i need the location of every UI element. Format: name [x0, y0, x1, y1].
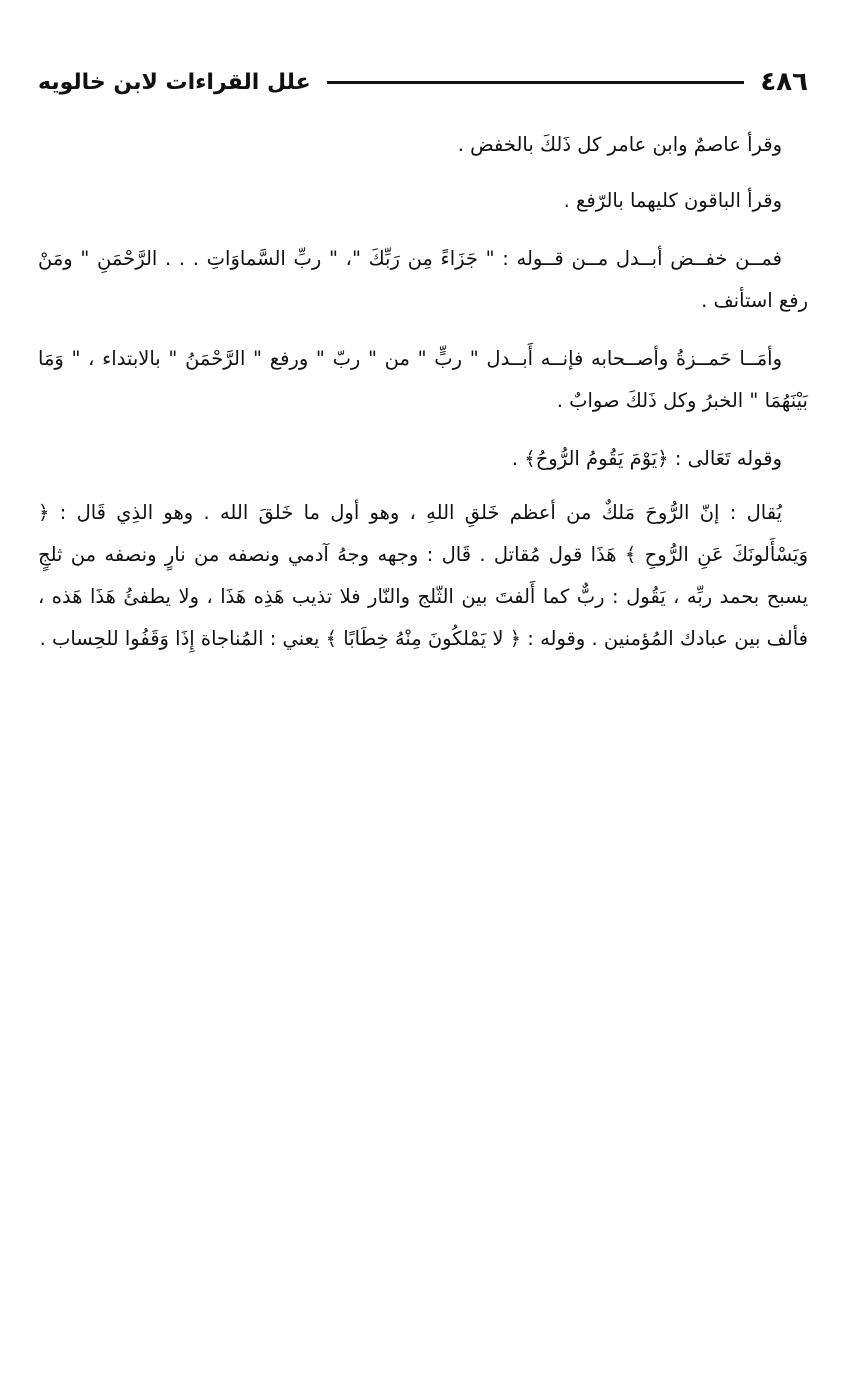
paragraph-text: وأمَــا حَمــزةُ وأصــحابه فإنــه أَبــدل " ربٍّ " من " ربّ " ورفع " الرَّحْمَنُ " بالابتداء ، " وَمَا بَيْنَهُمَا " الخبرُ وكل ذَلكَ صوابٌ .	[38, 347, 808, 412]
paragraph-text: فمــن خفــض أبــدل مــن قــوله : " جَزَاءً مِن رَبِّكَ "، " ربِّ السَّماوَاتِ . . . الرَّحْمَنِ " ومَنْ رفع استأنف .	[38, 247, 808, 312]
paragraph-asim-reading	[38, 124, 808, 166]
paragraph-khafd-explanation	[38, 238, 808, 322]
paragraph-others-reading	[38, 180, 808, 222]
paragraph-text: وقوله تَعَالى : ﴿يَوْمَ يَقُومُ الرُّوحُ﴾ .	[511, 447, 782, 470]
paragraph-hamza-reading	[38, 338, 808, 422]
running-title: علل القراءات لابن خالويه	[38, 69, 311, 95]
paragraph-verse-quote	[38, 438, 808, 480]
header-rule	[327, 81, 745, 84]
page-number: ٤٨٦	[760, 67, 808, 97]
paragraph-text: يُقال : إنّ الرُّوحَ مَلكٌ من أعظم خَلقِ اللهِ ، وهو أول ما خَلقَ الله . وهو الذِي قَال : ﴿ وَيَسْأَلونَكَ عَنِ الرُّوحِ ﴾ هَذَا قول مُقاتل . قَال : وجهه وجهُ آدمي ونصفه من نارٍ ونصفه من ثلجٍ يسبح بحمد ربِّه ، يَقُول : ربٌّ كما أَلفتَ بين الثّلج والنّار فلا تذيب هَذِه هَذَا ، ولا يطفئُ هَذَا هَذه ، فألف بين عبادك المُؤمنين . وقوله : ﴿ لا يَمْلكُونَ مِنْهُ خِطَابًا ﴾ يعني : المُناجاة إِذَا وَقَفُوا للحِساب .	[38, 501, 808, 650]
paragraph-ruh-commentary	[38, 492, 808, 660]
paragraph-text: وقرأ عاصمٌ وابن عامر كل ذَلكَ بالخفض .	[457, 133, 782, 156]
body-text	[38, 124, 808, 676]
paragraph-text: وقرأ الباقون كليهما بالرّفع .	[563, 189, 782, 212]
page-header	[38, 60, 808, 104]
